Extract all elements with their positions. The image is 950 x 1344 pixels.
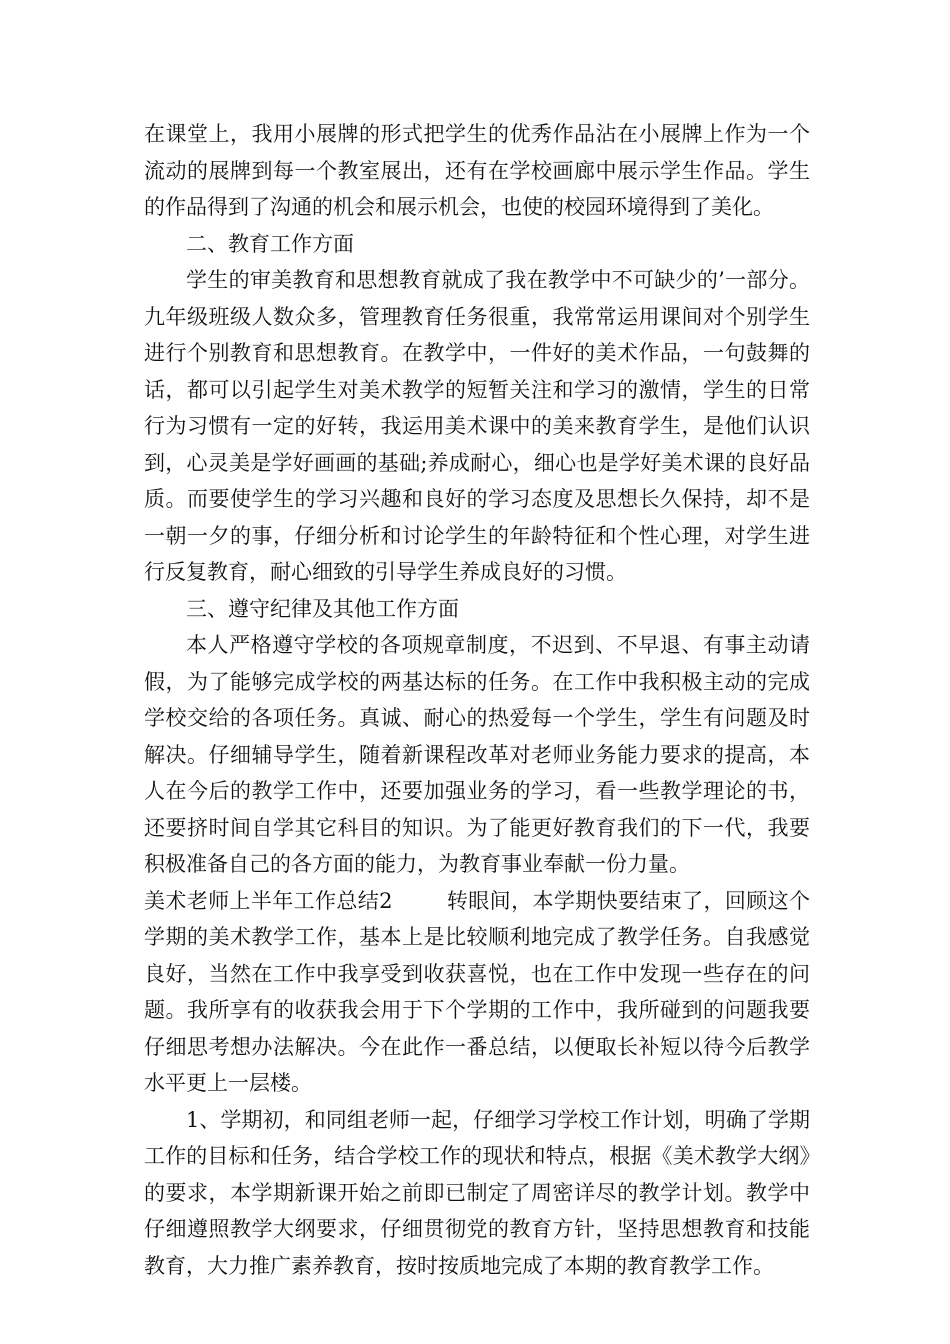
document-body: [144, 116, 810, 1284]
section-heading-education-work: 二、教育工作方面: [186, 231, 354, 256]
summary-title: 美术老师上半年工作总结2: [144, 888, 393, 913]
paragraph-summary-2: [144, 883, 810, 1102]
section-heading-discipline: 三、遵守纪律及其他工作方面: [186, 596, 459, 621]
paragraph-exhibition: 在课堂上，我用小展牌的形式把学生的优秀作品沾在小展牌上作为一个流动的展牌到每一个教室展出，还有在学校画廊中展示学生作品。学生的作品得到了沟通的机会和展示机会，也使的校园环境得到了美化。: [144, 122, 810, 219]
paragraph-rules: 本人严格遵守学校的各项规章制度，不迟到、不早退、有事主动请假，为了能够完成学校的两基达标的任务。在工作中我积极主动的完成学校交给的各项任务。真诚、耐心的热爱每一个学生，学生有问题及时解决。仔细辅导学生，随着新课程改革对老师业务能力要求的提高，本人在今后的教学工作中，还要加强业务的学习，看一些教学理论的书，还要挤时间自学其它科目的知识。为了能更好教育我们的下一代，我要积极准备自己的各方面的能力，为教育事业奉献一份力量。: [144, 633, 810, 876]
paragraph-semester-start: 1、学期初，和同组老师一起，仔细学习学校工作计划，明确了学期工作的目标和任务，结合学校工作的现状和特点，根据《美术教学大纲》的要求，本学期新课开始之前即已制定了周密详尽的教学计划。教学中仔细遵照教学大纲要求，仔细贯彻党的教育方针，坚持思想教育和技能教育，大力推广素养教育，按时按质地完成了本期的教育教学工作。: [144, 1107, 810, 1278]
paragraph-aesthetic-education: 学生的审美教育和思想教育就成了我在教学中不可缺少的’一部分。九年级班级人数众多，管理教育任务很重，我常常运用课间对个别学生进行个别教育和思想教育。在教学中，一件好的美术作品，一句鼓舞的话，都可以引起学生对美术教学的短暂关注和学习的激情，学生的日常行为习惯有一定的好转，我运用美术课中的美来教育学生，是他们认识到，心灵美是学好画画的基础;养成耐心，细心也是学好美术课的良好品质。而要使学生的学习兴趣和良好的学习态度及思想长久保持，却不是一朝一夕的事，仔细分析和讨论学生的年龄特征和个性心理，对学生进行反复教育，耐心细致的引导学生养成良好的习惯。: [144, 268, 810, 584]
summary-text: 转眼间，本学期快要结束了，回顾这个学期的美术教学工作，基本上是比较顺利地完成了教学任务。自我感觉良好，当然在工作中我享受到收获喜悦，也在工作中发现一些存在的问题。我所享有的收获我会用于下个学期的工作中，我所碰到的问题我要仔细思考想办法解决。今在此作一番总结，以便取长补短以待今后教学水平更上一层楼。: [144, 888, 810, 1095]
